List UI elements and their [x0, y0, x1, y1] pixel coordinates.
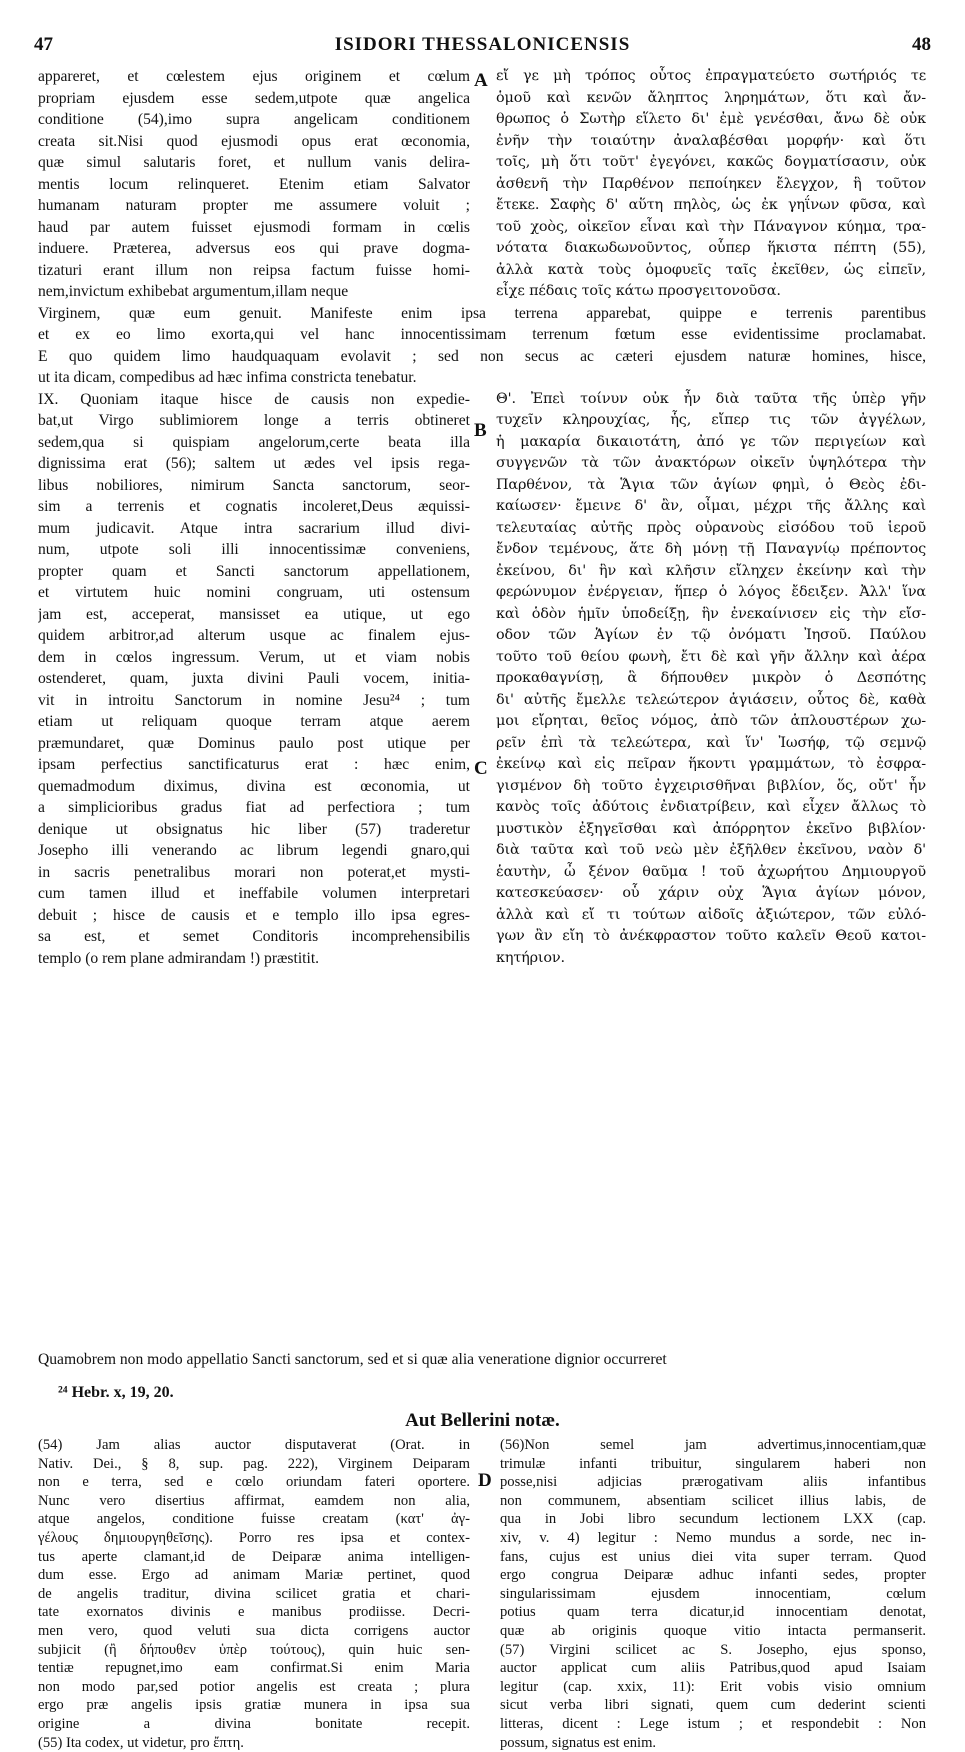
text-line: Josepho illi venerando ac librum legendi gnaro,qui — [38, 840, 470, 862]
text-line: qua in Jobi libro secundum lectionem LXX (cap. — [500, 1510, 926, 1529]
text-line: singularissimam ejusdem innocentiam, cœlum — [500, 1585, 926, 1604]
text-line: debuit ; hisce de causis et e templo illo ipsa egres- — [38, 905, 470, 927]
text-line: atque angelos, conditione fuisse creatam (κατ' ἀγ- — [38, 1510, 470, 1529]
text-line: appareret, et cœlestem ejus originem et cœlum — [38, 66, 470, 88]
running-title: ISIDORI THESSALONICENSIS — [34, 34, 931, 56]
text-line: γισμένον δὴ τοῦτο ἐγχειρισθῆναι βιβλίον, ὅς, οὔτ' ἦν — [496, 776, 926, 798]
text-line: τοῖς, μὴ ὅτι τοῦτ' ἐγεγόνει, κακῶς δογματίσασιν, οὐκ — [496, 152, 926, 174]
text-line: auctor applicat cum aliis Patribus,quod apud Isaiam — [500, 1659, 926, 1678]
text-line: ἡ μακαρία δικαιοτάτη, ἀπό γε τῶν περιγείων καὶ — [496, 432, 926, 454]
text-line: non communem, absentiam scilicet illius labis, de — [500, 1492, 926, 1511]
text-line: nem,invictum exhibebat argumentum,illam neque — [38, 281, 470, 303]
notes-right-column — [500, 1436, 926, 1752]
latin-column-1 — [38, 66, 470, 303]
text-line: præmundaret, quæ Dominus paulo post utique per — [38, 733, 470, 755]
text-line: et virtutem huic nomini congruam, uti ostensum — [38, 582, 470, 604]
text-line: ut ita dicam, compedibus ad hæc infima constricta tenebatur. — [38, 367, 926, 389]
text-line: Nunc vero disertius affirmat, eamdem non alia, — [38, 1492, 470, 1511]
text-line: posse,nisi adjicias prærogativam aliis infantibus — [500, 1473, 926, 1492]
text-line: in sacris penetralibus morari non poterat,et mysti- — [38, 862, 470, 884]
text-line: jam est, acceperat, mansisset ea utique, ut ego — [38, 604, 470, 626]
text-line: ἐκείνου, δι' ἣν καὶ κλῆσιν εἴληχεν ἐκείνην καὶ τὴν — [496, 561, 926, 583]
text-line: τελευταίας αὐτῆς πρὸς οὐρανοὺς εἰσόδου τοῦ ἱεροῦ — [496, 518, 926, 540]
text-line: induere. Præterea, adversus eos qui prave dogma- — [38, 238, 470, 260]
text-line: ἐκείνῳ καὶ εἰς πεῖραν ἥκοντι γραμμάτων, τὸ ἐσφρα- — [496, 754, 926, 776]
section-marker-d: D — [478, 1470, 492, 1492]
text-line: συγγενῶν τὰ τῶν ἀνακτόρων οἰκεῖν ὑψηλότερα τὴν — [496, 453, 926, 475]
text-line: quemadmodum diximus, divina est œconomia, ut — [38, 776, 470, 798]
text-line: τοῦ χοὸς, οἰκεῖον εἶναι καὶ τὴν Πάναγνον κύημα, τρα- — [496, 217, 926, 239]
text-line: libus nobiliores, nimirum Sancta sanctorum, seor- — [38, 475, 470, 497]
text-line: conditione (54),imo supra angelicam conditionem — [38, 109, 470, 131]
section-marker-a: A — [474, 70, 488, 92]
greek-column-2 — [496, 389, 926, 970]
text-line: ἀλλὰ καὶ εἴ τι τούτων αἰδοῖς ἀξιώτερον, τῶν εὐλό- — [496, 905, 926, 927]
text-line: quæ simul salutaris foret, et nullum vanis delira- — [38, 152, 470, 174]
footnote-reference: ²⁴ Hebr. x, 19, 20. — [58, 1384, 174, 1402]
text-line: Παρθένον, τὰ Ἅγια τῶν ἁγίων φημὶ, ὁ Θεὸς ἐδι- — [496, 475, 926, 497]
page-number-right: 48 — [912, 34, 931, 56]
text-line: xiv, v. 4) legitur : Nemo mundus a sorde, nec in- — [500, 1529, 926, 1548]
text-line: ἔτεκε. Σαφὴς δ' αὕτη πηλὸς, ὡς ἐκ γηΐνων φῦσα, καὶ — [496, 195, 926, 217]
section-marker-c: C — [474, 758, 488, 780]
latin-full-width-2 — [38, 1349, 926, 1371]
greek-column-1 — [496, 66, 926, 303]
text-line: γων ἂν εἴη τὸ ἀνέκφραστον τοῦτο καλεῖν Θεοῦ κατοι- — [496, 926, 926, 948]
text-line: creata sit.Nisi quod ejusmodi opus erat œconomia, — [38, 131, 470, 153]
text-line: propriam ejusdem esse sedem,utpote quæ angelica — [38, 88, 470, 110]
text-line: καίωσεν· ἔμεινε δ' ἂν, οἶμαι, μέχρι τῆς ἄλλης καὶ — [496, 496, 926, 518]
text-line: bat,ut Virgo sublimiorem longe a terris obtineret — [38, 410, 470, 432]
text-line: tate exornatos divinis e manibus prodiisse. Decri- — [38, 1603, 470, 1622]
text-line: ergo præ angelis ipsis gratiæ munera in ipsa sua — [38, 1696, 470, 1715]
text-line: (55) Ita codex, ut videtur, pro ἔπτη. — [38, 1734, 470, 1752]
text-line: num, utpote soli illi innocentissimæ conveniens, — [38, 539, 470, 561]
text-line: ἑαυτὴν, ὦ ξένον θαῦμα ! τοῦ ἀχωρήτου Δημιουργοῦ — [496, 862, 926, 884]
text-line: possum, signatus est enim. — [500, 1734, 926, 1752]
text-line: Quamobrem non modo appellatio Sancti sanctorum, sed et si quæ alia veneratione dignior occurreret — [38, 1349, 926, 1371]
running-header — [34, 34, 931, 60]
text-line: tizaturi erant illum non reipsa factum fuisse homi- — [38, 260, 470, 282]
text-line: ἔνδον τεμένους, ἅτε δὴ μόνῃ τῇ Παναγνίῳ πρέποντος — [496, 539, 926, 561]
latin-full-width-1 — [38, 303, 926, 389]
text-line: subjicit (ἢ δήπουθεν ὑπὲρ τούτους), quin huic sen- — [38, 1641, 470, 1660]
text-line: potius quam terra dicatur,id innocentiam denotat, — [500, 1603, 926, 1622]
text-line: ergo congrua Deiparæ adhuc infanti sedes, propter — [500, 1566, 926, 1585]
text-line: εἶχε πέδαις τοῖς κάτω προσγειτονοῦσα. — [496, 281, 926, 303]
text-line: νότατα διακωδωνοῦντος, οὗπερ ἥκιστα πέπτη (55), — [496, 238, 926, 260]
text-line: ipsam perfectius sanctificaturus erat : hæc enim, — [38, 754, 470, 776]
text-line: sim a terrenis et cognatis incoleret,Deus æquissi- — [38, 496, 470, 518]
text-line: κανὸς τοῖς ἀδύτοις ἐνδιατρίβειν, καὶ εἶχεν ἄλλως τὸ — [496, 797, 926, 819]
text-line: κατεσκεύασεν· οὗ χάριν οὐχ Ἅγια ἁγίων μόνον, — [496, 883, 926, 905]
text-line: dem in cœlos ingressum. Verum, ut et viam nobis — [38, 647, 470, 669]
text-line: de angelis traditur, divina scilicet gratia et chari- — [38, 1585, 470, 1604]
text-line: καὶ ὁδὸν ἡμῖν ὑποδείξῃ, ἣν ἐνεκαίνισεν εἰς τὴν εἴσ- — [496, 604, 926, 626]
text-line: τυχεῖν κληρουχίας, ἧς, εἴπερ τις τῶν ἀγγέλων, — [496, 410, 926, 432]
text-line: τοῦτο τοῦ θείου φωνὴ, ἔτι δὲ καὶ γῆν ἄλλην καὶ ἀέρα — [496, 647, 926, 669]
notes-left-column — [38, 1436, 470, 1752]
text-line: E quo quidem limo haudquaquam evolavit ; sed non secus ac cæteri ejusdem naturæ homines, hisce, — [38, 346, 926, 368]
text-line: a simplicioribus gradus fiat ad perfectiora ; tum — [38, 797, 470, 819]
text-line: δι' αὐτῆς ἔμελλε τελεώτερον ἁγιάσειν, οὗτος δὲ, καθὰ — [496, 690, 926, 712]
text-line: haud par autem fuisset ejusmodi formam in cœlis — [38, 217, 470, 239]
text-line: templo (o rem plane admirandam !) præstitit. — [38, 948, 470, 970]
text-line: εἴ γε μὴ τρόπος οὗτος ἐπραγματεύετο σωτήριός τε — [496, 66, 926, 88]
text-line: κητήριον. — [496, 948, 926, 970]
text-line: mentis locum relinqueret. Etenim etiam Salvator — [38, 174, 470, 196]
text-line: legitur (cap. xxix, 11): Erit vobis visio omnium — [500, 1678, 926, 1697]
text-line: ostenderet, quam, juxta divini Pauli vocem, initia- — [38, 668, 470, 690]
text-line: οδον τῶν Ἁγίων ἐν τῷ ὀνόματι Ἰησοῦ. Παύλου — [496, 625, 926, 647]
text-line: ἀσθενῆ τὴν Παρθένον πεποίηκεν ἔλεγχον, ἣ τοῦτον — [496, 174, 926, 196]
text-line: non modo par,sed potior angelis est creata ; plura — [38, 1678, 470, 1697]
text-line: litteras, dicent : Lege istum ; et respondebit : Non — [500, 1715, 926, 1734]
text-line: Nativ. Dei., § 8, sup. pag. 222), Virginem Deiparam — [38, 1455, 470, 1474]
text-line: cum tamen illud et ineffabile volumen interpretari — [38, 883, 470, 905]
text-line: Virginem, quæ eum genuit. Manifeste enim ipsa terrena apparebat, quippe e terrenis parentibus — [38, 303, 926, 325]
text-line: etiam ut reliquam quoque terram atque aerem — [38, 711, 470, 733]
text-line: men vero, quod veluti sua dicta corrigens auctor — [38, 1622, 470, 1641]
text-line: ρεῖν ἐπὶ τὰ τελεώτερα, καὶ ἵν' Ἰωσήφ, τῷ σεμνῷ — [496, 733, 926, 755]
text-line: γέλους δημιουργηθεῖσης). Porro res ipsa et contex- — [38, 1529, 470, 1548]
section-marker-b: B — [474, 420, 487, 442]
text-line: propter quam et Sancti sanctorum appellationem, — [38, 561, 470, 583]
text-line: denique ut obsignatus hic liber (57) traderetur — [38, 819, 470, 841]
text-line: quæ ab originis quoque vitio intacta permanserit. — [500, 1622, 926, 1641]
text-line: et ex eo limo exorta,qui vel hanc innocentissimam terrenum fœtum esse evidentissime proclamabat. — [38, 324, 926, 346]
text-line: (57) Virgini scilicet ac S. Josepho, ejus sponso, — [500, 1641, 926, 1660]
text-line: origine a divina bonitate recepit. — [38, 1715, 470, 1734]
text-line: dum esse. Ergo ad animam Mariæ pertinet, quod — [38, 1566, 470, 1585]
notes-title: Aut Bellerini notæ. — [0, 1410, 965, 1432]
text-line: διὰ ταῦτα καὶ τοῦ νεὼ μὲν ἐξῆλθεν ἐκεῖνου, ναὸν δ' — [496, 840, 926, 862]
text-line: mum judicavit. Atque intra sacrarium illud divi- — [38, 518, 470, 540]
text-line: μοι εἴρηται, θεῖος νόμος, ἀπὸ τῶν ἁπλουστέρων χω- — [496, 711, 926, 733]
text-line: tus aperte clamant,id de Deiparæ anima intelligen- — [38, 1548, 470, 1567]
text-line: dignissima erat (56); saltem ut ædes vel ipsis rega- — [38, 453, 470, 475]
text-line: φερώνυμον ἐνέργειαν, ἥπερ ὁ λόγος ἔδειξεν. Ἀλλ' ἵνα — [496, 582, 926, 604]
text-line: (56)Non semel jam advertimus,innocentiam,quæ — [500, 1436, 926, 1455]
text-line: προκαθαγνίσῃ, ἃ δήπουθεν μικρὸν ὁ Δεσπότης — [496, 668, 926, 690]
page-number-left: 47 — [34, 34, 53, 56]
text-line: fans, cujus est unius diei vita super terram. Quod — [500, 1548, 926, 1567]
text-line: sedem,qua si quispiam angelorum,certe beata illa — [38, 432, 470, 454]
text-line: θρωπος ὁ Σωτὴρ εἵλετο δι' ἐμὲ γενέσθαι, ἄνω δὲ οὐκ — [496, 109, 926, 131]
text-line: μυστικὸν ἐξηγεῖσθαι καὶ ἀπόρρητον ἐκεῖνο βιβλίον· — [496, 819, 926, 841]
text-line: Θ'. Ἐπεὶ τοίνυν οὐκ ἦν διὰ ταῦτα τῆς ὑπὲρ γῆν — [496, 389, 926, 411]
text-line: trimulæ infanti tribuitur, singularem haberi non — [500, 1455, 926, 1474]
text-line: IX. Quoniam itaque hisce de causis non expedie- — [38, 389, 470, 411]
text-line: ἐνῆν τὴν τοιαύτην ἀναλαβέσθαι μορφήν· καὶ ὅτι — [496, 131, 926, 153]
text-line: non e terra, sed e cœlo oriundam fateri oportere. — [38, 1473, 470, 1492]
text-line: quidem arbitror,ad alterum usque ac finalem ejus- — [38, 625, 470, 647]
text-line: humanam naturam propter me assumere voluit ; — [38, 195, 470, 217]
text-line: sa est, et semet Conditoris incomprehensibilis — [38, 926, 470, 948]
text-line: sicut verba libri signati, quem cum dederint scienti — [500, 1696, 926, 1715]
latin-column-2 — [38, 389, 470, 970]
text-line: ὁμοῦ καὶ κενῶν ἄληπτος ληρημάτων, ὅτι καὶ ἄν- — [496, 88, 926, 110]
text-line: (54) Jam alias auctor disputaverat (Orat. in — [38, 1436, 470, 1455]
text-line: ἀλλὰ κατὰ τοὺς ὁμοφυεῖς ταῖς ἐκεῖθεν, ὡς εἰπεῖν, — [496, 260, 926, 282]
text-line: vit in introitu Sanctorum in nomine Jesu²⁴ ; tum — [38, 690, 470, 712]
text-line: tentiæ repugnet,imo eam confirmat.Si enim Maria — [38, 1659, 470, 1678]
